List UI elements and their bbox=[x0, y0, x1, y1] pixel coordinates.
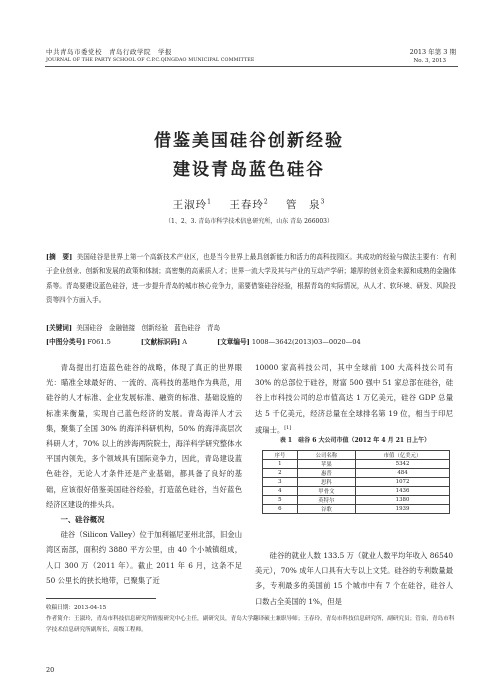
author-name: 王春玲 bbox=[229, 199, 264, 211]
table-cell: 484 bbox=[356, 469, 450, 478]
table-row bbox=[263, 487, 450, 496]
keyword: 美国硅谷 bbox=[76, 324, 103, 332]
issue-label: 2013 年第 3 期 bbox=[409, 48, 456, 56]
body-column-right bbox=[255, 360, 453, 437]
keyword: 创新经验 bbox=[141, 324, 168, 332]
table-row bbox=[263, 505, 450, 514]
author-affiliation-mark: 1 bbox=[207, 198, 212, 206]
keyword: 青岛 bbox=[206, 324, 221, 332]
body-column-left bbox=[46, 360, 242, 588]
clc-value: F061.5 bbox=[87, 338, 111, 346]
doc-code-value: A bbox=[182, 338, 187, 346]
table-header-cell: 序号 bbox=[263, 451, 298, 460]
keywords-label: [关键词] bbox=[46, 324, 73, 332]
body-paragraph bbox=[255, 360, 453, 437]
body-paragraph: 青岛提出打造蓝色硅谷的战略，体现了真正的世界眼光：瞄准全球最好的、一流的、高科技的基地作为典范，用硅谷的人才标准、企业发展标准、融资的标准、基础设施的标准来衡量，实现自己蓝色经济的发展。青岛海洋人才云集，聚集了全国 30% 的海洋科研机构，50% 的海洋高层次科研人才，70% 以上的涉海两院院士，海洋科学研究整体水平国内领先，多个领域具有国际竞争力，因此，青岛建设蓝色硅谷，无论人才条件还是产业基础，都具备了良好的基础，应该很好借鉴美国硅谷经验，打造蓝色硅谷，当好蓝色经济区建设的排头兵。 bbox=[46, 363, 242, 509]
table-row bbox=[263, 469, 450, 478]
table-cell: 1380 bbox=[356, 496, 450, 505]
footnote bbox=[46, 603, 456, 636]
table-cell: 惠普 bbox=[297, 469, 355, 478]
table-cell: 6 bbox=[263, 505, 298, 514]
table-cell: 2 bbox=[263, 469, 298, 478]
section-heading: 一、硅谷概况 bbox=[60, 515, 105, 525]
table-row bbox=[263, 460, 450, 469]
table-row bbox=[263, 478, 450, 487]
article-id-label: [文章编号] bbox=[217, 338, 250, 346]
journal-name-cn: 中共青岛市委党校 青岛行政学院 学报 bbox=[46, 48, 172, 56]
issue-number: No. 3, 2013 bbox=[413, 58, 446, 64]
table-cell: 4 bbox=[263, 487, 298, 496]
table-header-cell: 市值（亿美元） bbox=[356, 451, 450, 460]
received-date: 收稿日期：2013-04-15 bbox=[46, 605, 107, 611]
table-header-row bbox=[263, 451, 450, 460]
journal-name-en: JOURNAL OF THE PARTY SCHOOL OF C.P.C.QINGDAO MUNICIPAL COMMITTEE bbox=[46, 58, 255, 63]
body-paragraph: 硅谷（Silicon Valley）位于加利福尼亚州北部，旧金山湾区南部，面积约 3880 平方公里，由 40 个小城镇组成，人口 300 万（2011 年）。截止 2011 年 6 月，这条不足 50 公里长的狭长地带，已聚集了近 bbox=[46, 530, 242, 585]
table-header-cell: 公司名称 bbox=[297, 451, 355, 460]
author-bio: 作者简介：王淑玲，青岛市科技信息研究所情报研究中心主任，副研究员，青岛大学翻译硕士兼职导师；王春玲，青岛市科技信息研究所，副研究员；管泉，青岛市科学技术信息研究所副所长，高级工程师。 bbox=[46, 616, 455, 633]
author-name: 管 泉 bbox=[286, 199, 321, 211]
body-paragraph: 硅谷的就业人数 133.5 万（就业人数平均年收入 86540 美元），70% 成年人口具有大专以上文凭。硅谷的专利数量最多，专利最多的美国前 15 个城市中有 7 个在硅谷，硅谷人口数占全美国的 1%，但是 bbox=[255, 551, 453, 606]
author-list bbox=[0, 197, 498, 212]
classification-codes bbox=[46, 336, 389, 346]
abstract-label: [摘 要] bbox=[46, 253, 73, 261]
author-name: 王淑玲 bbox=[172, 199, 208, 211]
reference-mark: [1] bbox=[284, 424, 292, 431]
article-id-value: 1008—3642(2013)03—0020—04 bbox=[251, 338, 361, 346]
keywords bbox=[46, 322, 220, 332]
table-cell: 1072 bbox=[356, 478, 450, 487]
keyword: 金融链接 bbox=[108, 324, 136, 332]
article-title-line-1: 借鉴美国硅谷创新经验 bbox=[154, 131, 344, 151]
page-number: 20 bbox=[46, 666, 55, 674]
table-caption: 表 1 硅谷 6 大公司市值（2012 年 4 月 21 日上午） bbox=[279, 437, 431, 444]
table-row bbox=[263, 496, 450, 505]
table-cell: 3 bbox=[263, 478, 298, 487]
table-cell: 英特尔 bbox=[297, 496, 355, 505]
table-cell: 1436 bbox=[356, 487, 450, 496]
market-cap-table bbox=[262, 450, 450, 514]
author-affiliation-mark: 2 bbox=[263, 198, 269, 206]
body-column-right-continued bbox=[255, 548, 453, 609]
keyword: 蓝色硅谷 bbox=[174, 324, 201, 332]
abstract-text: 美国硅谷是世界上第一个高新技术产业区，也是当今世界上最具创新能力和活力的高科技园区。其成功的经验与做法主要有：有利于企业创业、创新和发展的政策和体制；高密集的高素质人才；世界一流大学及其与产业的互动产学研；雄厚的创业资金来源和成熟的金融体系等。青岛要建设蓝色硅谷，进一步提升青岛的城市核心竞争力，需要借鉴硅谷经验，根据青岛的实际情况，从人才、软环境、研发、风险投资等四个方面入手。 bbox=[46, 253, 456, 304]
header-rule bbox=[45, 66, 458, 67]
table-cell: 5342 bbox=[356, 460, 450, 469]
author-affiliation: （1、2、3. 青岛市科学技术信息研究所，山东 青岛 266003） bbox=[165, 218, 333, 225]
table-cell: 1 bbox=[263, 460, 298, 469]
doc-code-label: [文献标识码] bbox=[140, 338, 181, 346]
article-title-line-2: 建设青岛蓝色硅谷 bbox=[173, 160, 325, 180]
table-cell: 甲骨文 bbox=[297, 487, 355, 496]
table-cell: 5 bbox=[263, 496, 298, 505]
abstract bbox=[46, 250, 456, 307]
table-cell: 苹果 bbox=[297, 460, 355, 469]
table-cell: 思科 bbox=[297, 478, 355, 487]
clc-label: [中图分类号] bbox=[46, 338, 86, 346]
author-affiliation-mark: 3 bbox=[320, 198, 326, 206]
table-cell: 谷歌 bbox=[297, 505, 355, 514]
footnote-rule bbox=[46, 598, 156, 599]
paragraph-text: 10000 家高科技公司，其中全球前 100 大高科技公司有 30% 的总部位于硅谷，财富 500 强中 51 家总部在硅谷，硅谷上市科技公司的总市值高达 1 万亿美元，硅谷 GDP 总量达 5 千亿美元，经济总量在全球排名第 19 位，相当于印尼或瑞士。 bbox=[255, 363, 453, 435]
table-cell: 1939 bbox=[356, 505, 450, 514]
